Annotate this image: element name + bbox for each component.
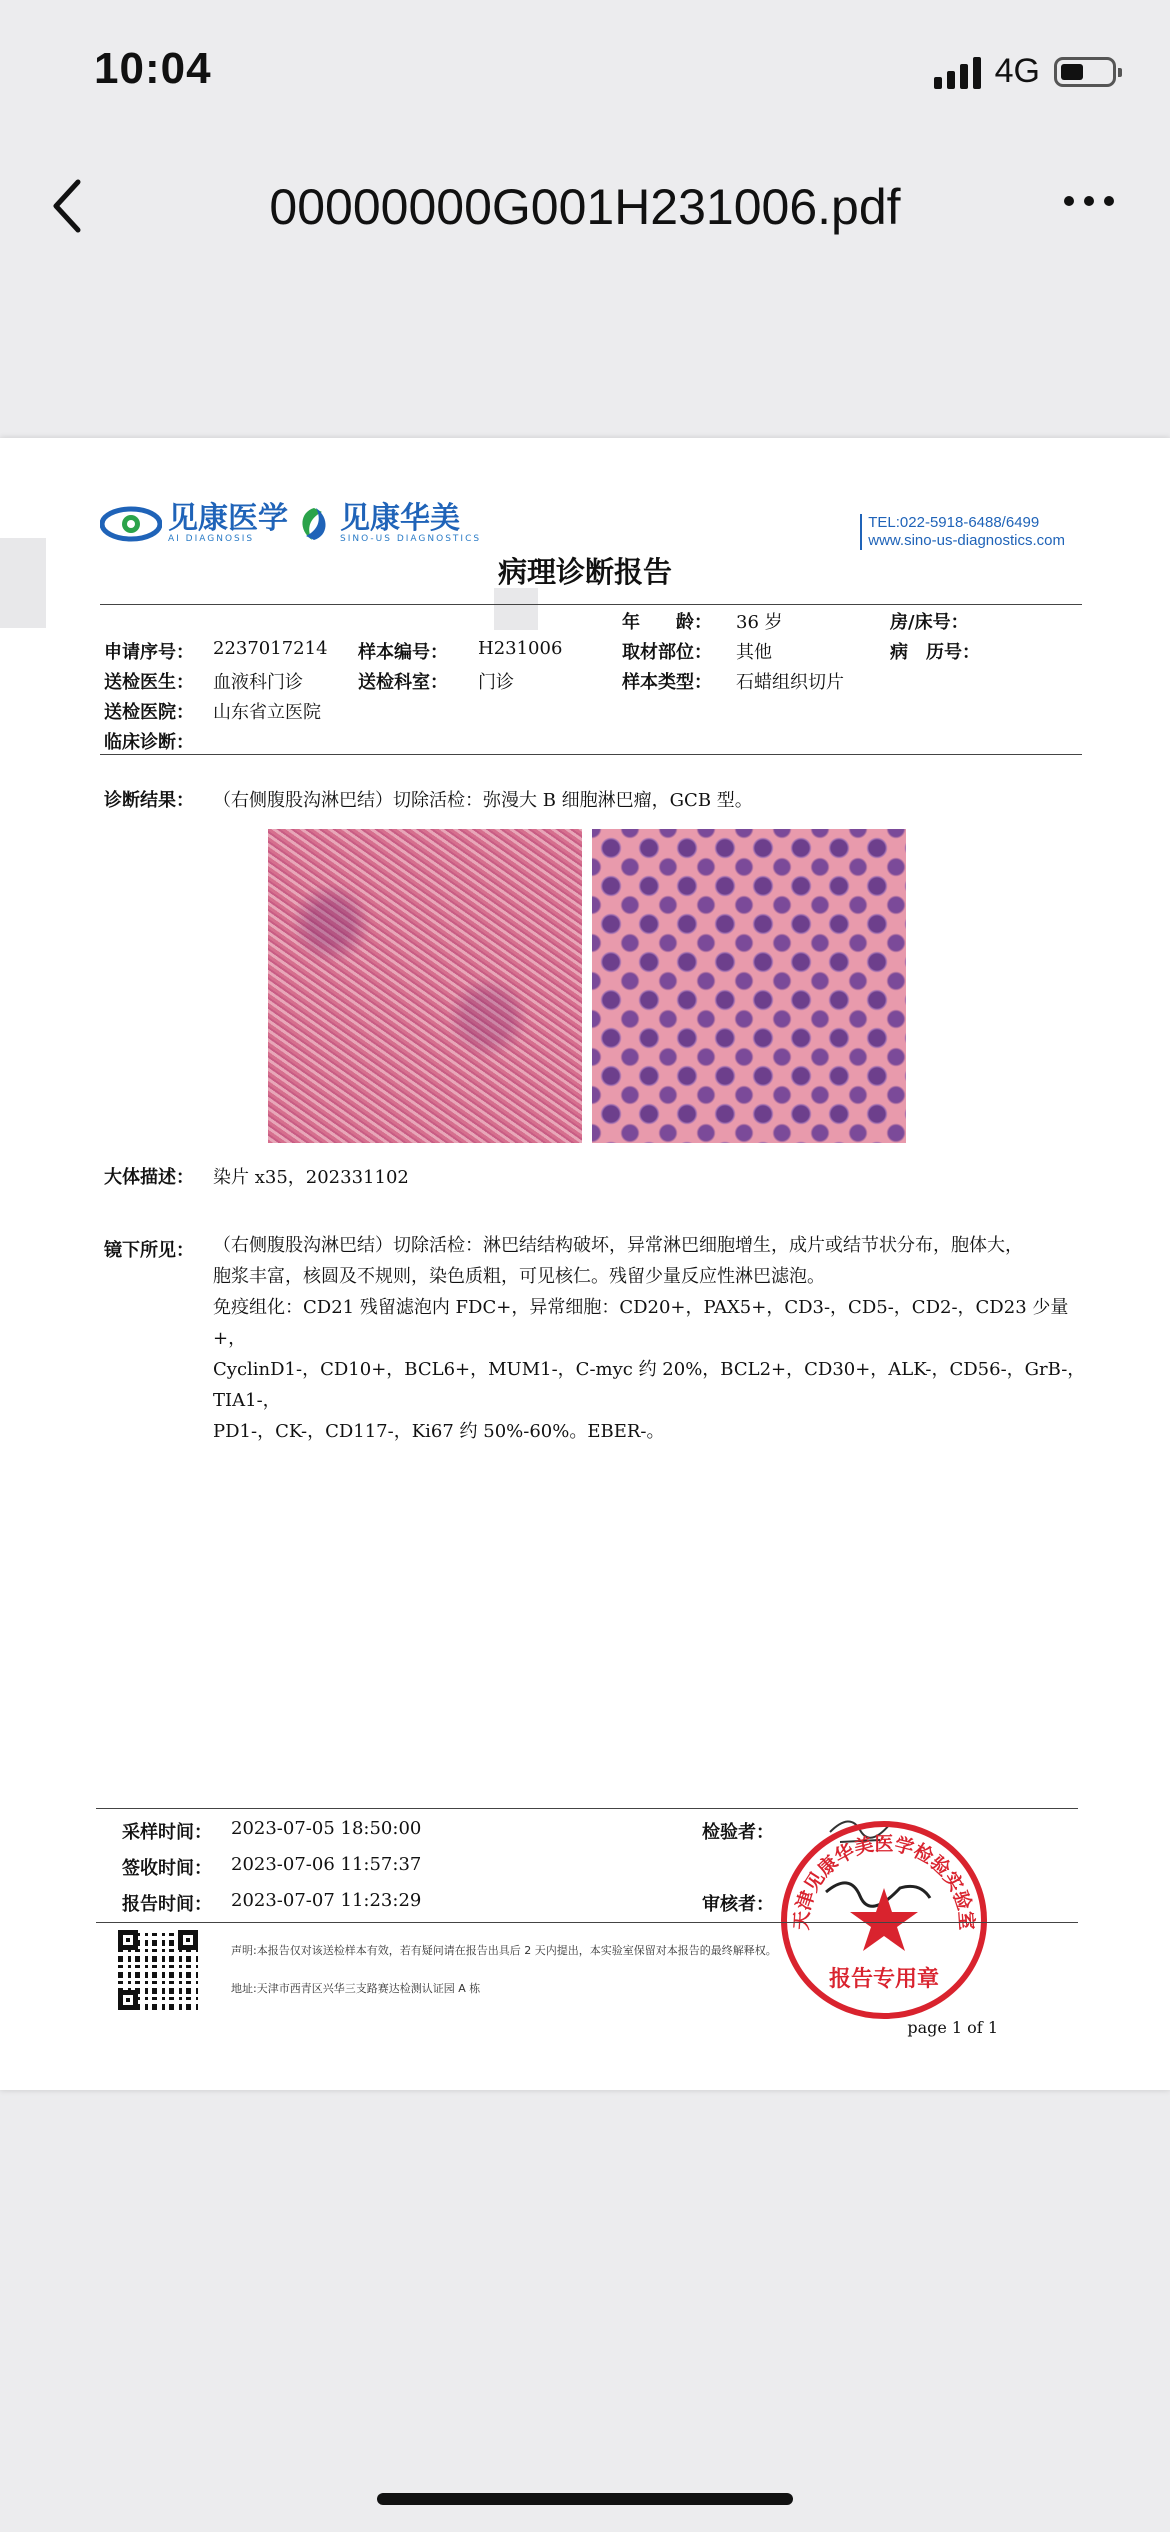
- histology-image-low-power: [268, 829, 582, 1143]
- microscopy-line: 胞浆丰富，核圆及不规则，染色质粗，可见核仁。残留少量反应性淋巴滤泡。: [213, 1266, 825, 1287]
- report-title: 病理诊断报告: [497, 555, 672, 589]
- battery-icon: [1054, 57, 1116, 87]
- stamp-label: 报告专用章: [828, 1967, 940, 1992]
- microscopy-text: [213, 1230, 1093, 1447]
- microscopy-line: （右侧腹股沟淋巴结）切除活检：淋巴结结构破坏，异常淋巴细胞增生，成片或结节状分布，胞体大，: [213, 1235, 1023, 1256]
- qr-finders: [118, 1930, 198, 2010]
- status-time: 10:04: [94, 44, 212, 93]
- brand-name-1: 见康医学: [168, 501, 288, 536]
- gross-value: 染片 x35，202331102: [213, 1167, 409, 1188]
- record-label: 病 历号：: [890, 642, 980, 663]
- official-stamp: [778, 1816, 990, 2024]
- receive-time-value: 2023-07-06 11:57:37: [231, 1854, 422, 1875]
- clinical-dx-label: 临床诊断：: [104, 732, 194, 753]
- divider: [100, 604, 1082, 605]
- dept-label: 送检科室：: [358, 672, 448, 693]
- report-time-value: 2023-07-07 11:23:29: [231, 1890, 422, 1911]
- microscopy-line: CyclinD1-，CD10+，BCL6+，MUM1-，C-myc 约 20%，BCL2+，CD30+，ALK-，CD56-，GrB-，TIA1-，: [213, 1359, 1086, 1411]
- doctor-label: 送检医生：: [104, 672, 194, 693]
- report-time-label: 报告时间：: [122, 1894, 212, 1915]
- stamp-ring-text: 天津见康华美医学检验实验室: [790, 1832, 978, 1931]
- sample-time-label: 采样时间：: [122, 1822, 212, 1843]
- back-chevron-icon[interactable]: [46, 174, 90, 238]
- histology-image-high-power: [592, 829, 906, 1143]
- brand-sub-1: AI DIAGNOSIS: [168, 534, 255, 544]
- website: www.sino-us-diagnostics.com: [868, 532, 1065, 549]
- dept-value: 门诊: [478, 672, 514, 693]
- reviewer-label: 审核者：: [702, 1894, 774, 1915]
- application-value: 2237017214: [213, 638, 328, 659]
- logo: [100, 501, 482, 544]
- brand-name-2: 见康华美: [340, 501, 460, 536]
- contact-info: [860, 514, 1065, 550]
- sample-no-label: 样本编号：: [358, 642, 448, 663]
- microscopy-line: 免疫组化：CD21 残留滤泡内 FDC+，异常细胞：CD20+，PAX5+，CD3-，CD5-，CD2-，CD23 少量+，: [213, 1297, 1069, 1349]
- sample-no-value: H231006: [478, 638, 563, 659]
- file-title: 00000000G001H231006.pdf: [269, 179, 901, 235]
- sample-type-label: 样本类型：: [622, 672, 712, 693]
- divider: [96, 1922, 1078, 1923]
- site-label: 取材部位：: [622, 642, 712, 663]
- doctor-value: 血液科门诊: [213, 672, 303, 693]
- more-options-icon[interactable]: [1064, 196, 1114, 206]
- home-indicator[interactable]: [377, 2493, 793, 2505]
- brand-sub-2: SINO-US DIAGNOSTICS: [340, 534, 482, 544]
- microscopy-line: PD1-，CK-，CD117-，Ki67 约 50%-60%。EBER-。: [213, 1421, 665, 1442]
- disclaimer: 声明:本报告仅对该送检样本有效，若有疑问请在报告出具后 2 天内提出，本实验室保留对本报告的最终解释权。: [231, 1944, 777, 1957]
- diagnosis-value: （右侧腹股沟淋巴结）切除活检：弥漫大 B 细胞淋巴瘤，GCB 型。: [213, 790, 753, 811]
- status-icons: [934, 52, 1116, 91]
- eye-logo-icon: [100, 504, 162, 544]
- diagnosis-label: 诊断结果：: [104, 790, 194, 811]
- page-number: page 1 of 1: [907, 2018, 998, 2037]
- age-value: 36 岁: [736, 612, 783, 633]
- receive-time-label: 签收时间：: [122, 1858, 212, 1879]
- divider: [100, 754, 1082, 755]
- age-label: 年 龄：: [622, 612, 712, 633]
- pdf-page[interactable]: [0, 438, 1170, 2090]
- phone: TEL:022-5918-6488/6499: [868, 514, 1040, 531]
- site-value: 其他: [736, 642, 772, 663]
- network-label: 4G: [994, 52, 1040, 90]
- signal-icon: [934, 55, 981, 89]
- sample-time-value: 2023-07-05 18:50:00: [231, 1818, 422, 1839]
- hospital-label: 送检医院：: [104, 702, 194, 723]
- divider: [96, 1808, 1078, 1809]
- address: 地址:天津市西青区兴华三支路赛达检测认证园 A 栋: [231, 1982, 481, 1995]
- redaction-block: [494, 588, 538, 630]
- sample-type-value: 石蜡组织切片: [736, 672, 844, 693]
- leaf-logo-icon: [294, 504, 334, 544]
- application-label: 申请序号：: [104, 642, 194, 663]
- hospital-value: 山东省立医院: [213, 702, 321, 723]
- inspector-label: 检验者：: [702, 1822, 774, 1843]
- gross-label: 大体描述：: [104, 1167, 194, 1188]
- microscopy-label: 镜下所见：: [104, 1240, 194, 1261]
- room-label: 房/床号：: [890, 612, 969, 633]
